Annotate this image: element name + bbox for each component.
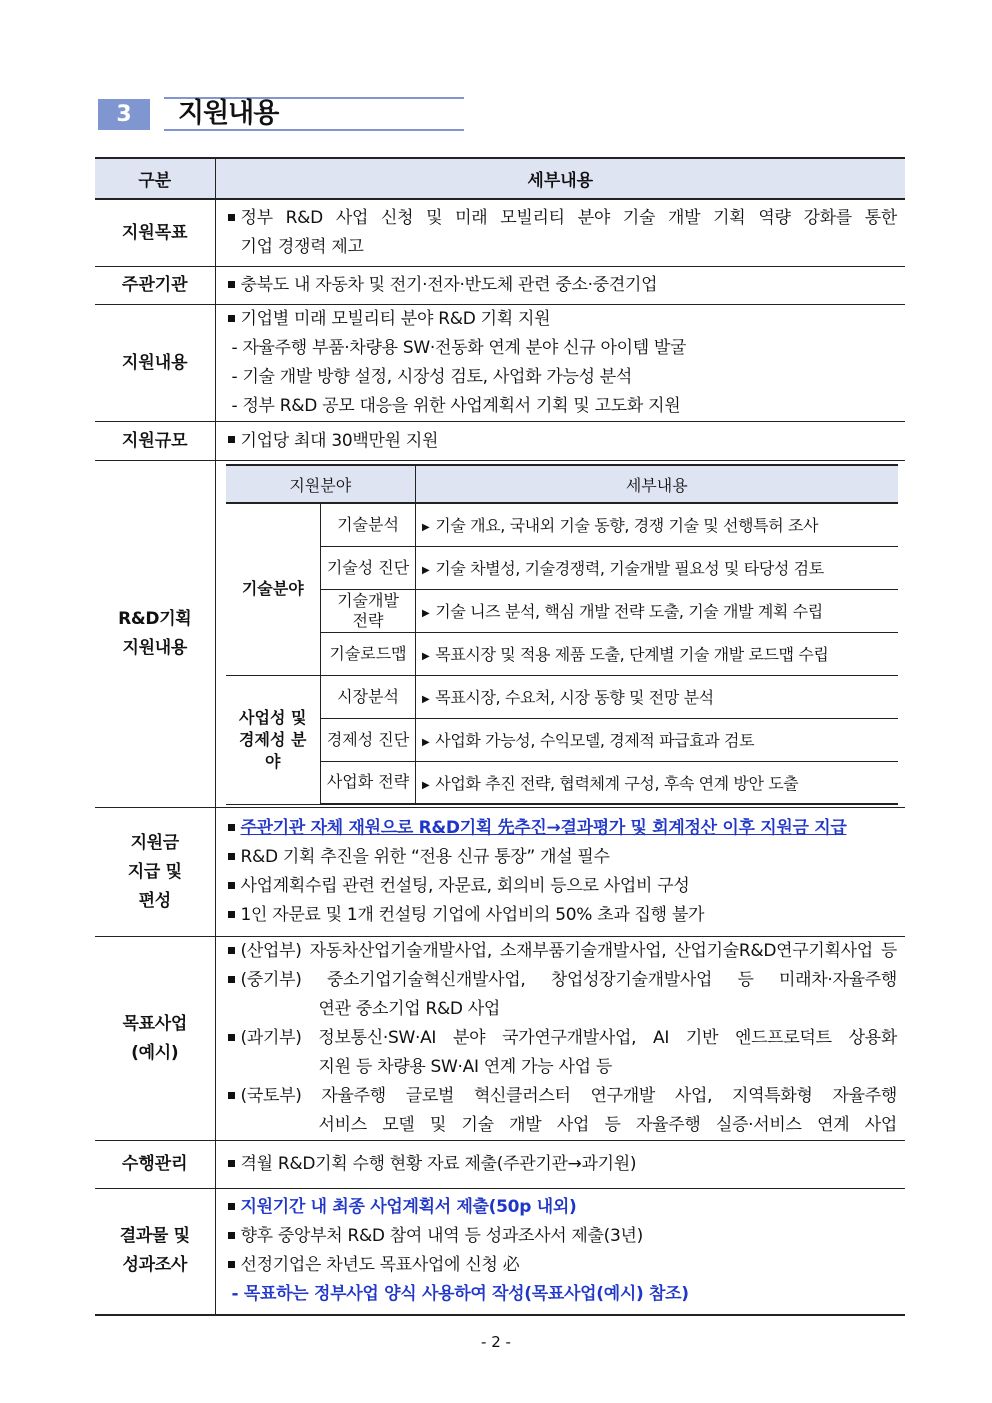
label-host: 주관기관: [95, 267, 215, 305]
row-result: [95, 1189, 905, 1315]
item-name: 기술로드맵: [321, 632, 416, 675]
bullet-square-icon: [228, 1232, 235, 1239]
row-rnd: [95, 461, 905, 808]
row-goal: [95, 199, 905, 267]
table-row: [226, 761, 898, 804]
item-name: 기술개발 전략: [321, 589, 416, 632]
table-row: [226, 632, 898, 675]
triangle-bullet-icon: ▶: [422, 565, 430, 576]
bullet-square-icon: [228, 315, 235, 322]
sub-header-detail: 세부내용: [416, 465, 898, 503]
bullet-square-icon: [228, 824, 235, 831]
scale-text: 기업당 최대 30백만원 지원: [240, 430, 439, 451]
item-name: 사업화 전략: [321, 761, 416, 804]
row-target: [95, 937, 905, 1141]
item-name: 기술분석: [321, 503, 416, 546]
item-desc: 기술 개요, 국내외 기술 동향, 경쟁 기술 및 선행특허 조사: [435, 516, 819, 536]
bullet-square-icon: [228, 1034, 235, 1041]
bullet-square-icon: [228, 853, 235, 860]
manage-text: 격월 R&D기획 수행 현황 자료 제출(주관기관→과기원): [240, 1154, 637, 1174]
payment-line: R&D 기획 추진을 위한 “전용 신규 통장” 개설 필수: [240, 847, 610, 867]
support-table: [95, 157, 905, 1316]
table-row: [226, 675, 898, 718]
triangle-bullet-icon: ▶: [422, 522, 430, 534]
bullet-square-icon: [228, 1261, 235, 1268]
payment-line: 사업계획수립 관련 컨설팅, 자문료, 회의비 등으로 사업비 구성: [240, 876, 690, 896]
group-tech: 기술분야: [226, 503, 321, 675]
label-target: 목표사업 (예시): [95, 937, 215, 1141]
table-row: [226, 503, 898, 546]
label-rnd: R&D기획 지원내용: [95, 461, 215, 808]
support-sub-1: - 자율주행 부품·차량용 SW·전동화 연계 분야 신규 아이템 발굴: [231, 338, 687, 358]
row-support: [95, 305, 905, 422]
label-manage: 수행관리: [95, 1141, 215, 1189]
item-name: 기술성 진단: [321, 546, 416, 589]
bullet-square-icon: [228, 1160, 235, 1167]
bullet-square-icon: [228, 1203, 235, 1210]
bullet-square-icon: [228, 976, 235, 983]
rnd-subtable: [226, 464, 898, 805]
result-line: 향후 중앙부처 R&D 참여 내역 등 성과조사서 제출(3년): [240, 1226, 643, 1247]
label-support: 지원내용: [95, 305, 215, 422]
content-host: [215, 267, 905, 305]
content-goal: [215, 199, 905, 267]
page-number: - 2 -: [481, 1333, 511, 1351]
bullet-square-icon: [228, 911, 235, 918]
payment-highlight: 주관기관 자체 재원으로 R&D기획 先추진→결과평가 및 회계정산 이후 지원금 지급: [240, 818, 847, 838]
item-desc: 목표시장 및 적용 제품 도출, 단계별 기술 개발 로드맵 수립: [435, 645, 829, 664]
goal-line-2: 기업 경쟁력 제고: [240, 237, 364, 257]
content-support: [215, 305, 905, 422]
row-payment: [95, 808, 905, 937]
support-main: 기업별 미래 모빌리티 분야 R&D 기획 지원: [240, 309, 551, 329]
item-desc: 목표시장, 수요처, 시장 동향 및 전망 분석: [435, 688, 714, 707]
bullet-square-icon: [228, 436, 235, 443]
triangle-bullet-icon: ▶: [422, 779, 430, 791]
item-name: 시장분석: [321, 675, 416, 718]
content-result: [215, 1189, 905, 1315]
content-rnd: [215, 461, 905, 808]
table-row: [226, 589, 898, 632]
result-line: 선정기업은 차년도 목표사업에 신청 必: [240, 1255, 520, 1276]
content-target: (산업부) 자동차산업기술개발사업, 소재부품기술개발사업, 산업기술R&D연구기획사업 등 (중기부) 중소기업기술혁신개발사업, 창업성장기술개발사업 등 미래차·자율주행 연관 중소기업 R&D 사업 (과기부) 정보통신·SW·AI 분야 국가연구개발사업, AI 기반 엔드프로덕트 상용화 지원 등 차량용 SW·AI 연계 가능 사업 등 (국토부) 자율주행 글로벌 혁신클러스터 연구개발 사업, 지역특화형 자율주행 서비스 모델 및 기술 개발 사업 등 자율주행 실증·서비스 연계 사업: [215, 937, 905, 1141]
payment-line: 1인 자문료 및 1개 컨설팅 기업에 사업비의 50% 초과 집행 불가: [240, 905, 705, 925]
bullet-square-icon: [228, 214, 235, 221]
item-desc: 사업화 추진 전략, 협력체계 구성, 후속 연계 방안 도출: [435, 773, 799, 793]
row-host: [95, 267, 905, 305]
bullet-square-icon: [228, 882, 235, 889]
content-payment: [215, 808, 905, 937]
host-text: 충북도 내 자동차 및 전기·전자·반도체 관련 중소·중견기업: [240, 275, 658, 295]
bullet-square-icon: [228, 281, 235, 288]
content-manage: [215, 1141, 905, 1189]
triangle-bullet-icon: ▶: [422, 651, 430, 662]
section-number: 3: [98, 99, 150, 130]
section-title-box: [164, 97, 464, 131]
result-highlight-1: 지원기간 내 최종 사업계획서 제출(50p 내외): [240, 1197, 577, 1218]
goal-line-1: 정부 R&D 사업 신청 및 미래 모빌리티 분야 기술 개발 기획 역량 강화를 통한: [228, 204, 898, 233]
support-sub-3: - 정부 R&D 공모 대응을 위한 사업계획서 기획 및 고도화 지원: [231, 396, 681, 416]
group-business: 사업성 및 경제성 분야: [226, 675, 321, 804]
header-category: 구분: [95, 158, 215, 199]
triangle-bullet-icon: ▶: [422, 737, 430, 748]
row-manage: [95, 1141, 905, 1189]
label-payment: 지원금 지급 및 편성: [95, 808, 215, 937]
table-row: [226, 546, 898, 589]
row-scale: [95, 422, 905, 461]
section-heading: [98, 97, 464, 133]
subtable-header-row: [226, 465, 898, 503]
label-result: 결과물 및 성과조사: [95, 1189, 215, 1315]
triangle-bullet-icon: ▶: [422, 694, 430, 705]
item-desc: 사업화 가능성, 수익모델, 경제적 파급효과 검토: [435, 731, 755, 750]
sub-header-field: 지원분야: [226, 465, 416, 503]
header-detail: 세부내용: [215, 158, 905, 199]
section-title: 지원내용: [178, 98, 279, 129]
item-desc: 기술 차별성, 기술경쟁력, 기술개발 필요성 및 타당성 검토: [435, 559, 824, 578]
triangle-bullet-icon: ▶: [422, 608, 430, 619]
content-scale: [215, 422, 905, 461]
support-sub-2: - 기술 개발 방향 설정, 시장성 검토, 사업화 가능성 분석: [231, 367, 633, 387]
item-name: 경제성 진단: [321, 718, 416, 761]
item-desc: 기술 니즈 분석, 핵심 개발 전략 도출, 기술 개발 계획 수립: [435, 602, 823, 621]
label-scale: 지원규모: [95, 422, 215, 461]
table-header-row: [95, 158, 905, 199]
result-highlight-2: - 목표하는 정부사업 양식 사용하여 작성(목표사업(예시) 참조): [231, 1284, 689, 1305]
label-goal: 지원목표: [95, 199, 215, 267]
bullet-square-icon: [228, 1092, 235, 1099]
table-row: [226, 718, 898, 761]
bullet-square-icon: [228, 947, 235, 954]
